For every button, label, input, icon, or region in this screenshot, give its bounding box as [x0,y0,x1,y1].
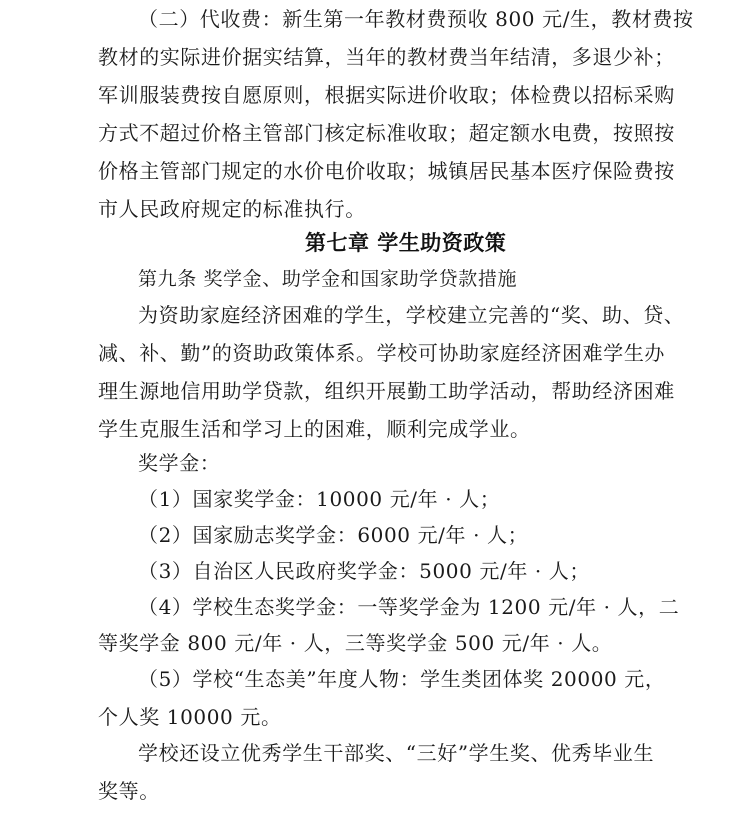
text-line: 军训服装费按自愿原则，根据实际进价收取；体检费以招标采购 [98,83,675,107]
list-item: （4）学校生态奖学金：一等奖学金为 1200 元/年 · 人，二 [138,595,680,619]
scholarship-label: 奖学金： [138,451,221,475]
list-item: （3）自治区人民政府奖学金：5000 元/年 · 人； [138,559,590,583]
text-line: 学生克服生活和学习上的困难，顺利完成学业。 [98,417,531,441]
text-line: 价格主管部门规定的水价电价收取；城镇居民基本医疗保险费按 [98,159,675,183]
list-item-continuation: 个人奖 10000 元。 [98,705,282,729]
text-line: 为资助家庭经济困难的学生，学校建立完善的“奖、助、贷、 [138,303,685,327]
text-line: 方式不超过价格主管部门核定标准收取；超定额水电费，按照按 [98,121,675,145]
list-item: （1）国家奖学金：10000 元/年 · 人； [138,487,501,511]
chapter-heading: 第七章 学生助资政策 [305,231,507,255]
text-line: 减、补、勤”的资助政策体系。学校可协助家庭经济困难学生办 [98,341,666,365]
list-item: （2）国家励志奖学金：6000 元/年 · 人； [138,523,529,547]
list-item-continuation: 等奖学金 800 元/年 · 人，三等奖学金 500 元/年 · 人。 [98,631,613,655]
article-heading: 第九条 奖学金、助学金和国家助学贷款措施 [138,268,518,290]
text-line: 理生源地信用助学贷款，组织开展勤工助学活动，帮助经济困难 [98,379,675,403]
text-line: 市人民政府规定的标准执行。 [98,197,366,221]
list-item: （5）学校“生态美”年度人物：学生类团体奖 20000 元， [138,667,666,691]
text-line: （二）代收费：新生第一年教材费预收 800 元/生，教材费按 [138,7,694,31]
text-line: 教材的实际进价据实结算，当年的教材费当年结清，多退少补； [98,45,675,69]
text-line: 学校还设立优秀学生干部奖、“三好”学生奖、优秀毕业生 [138,741,655,765]
text-line: 奖等。 [98,779,160,803]
